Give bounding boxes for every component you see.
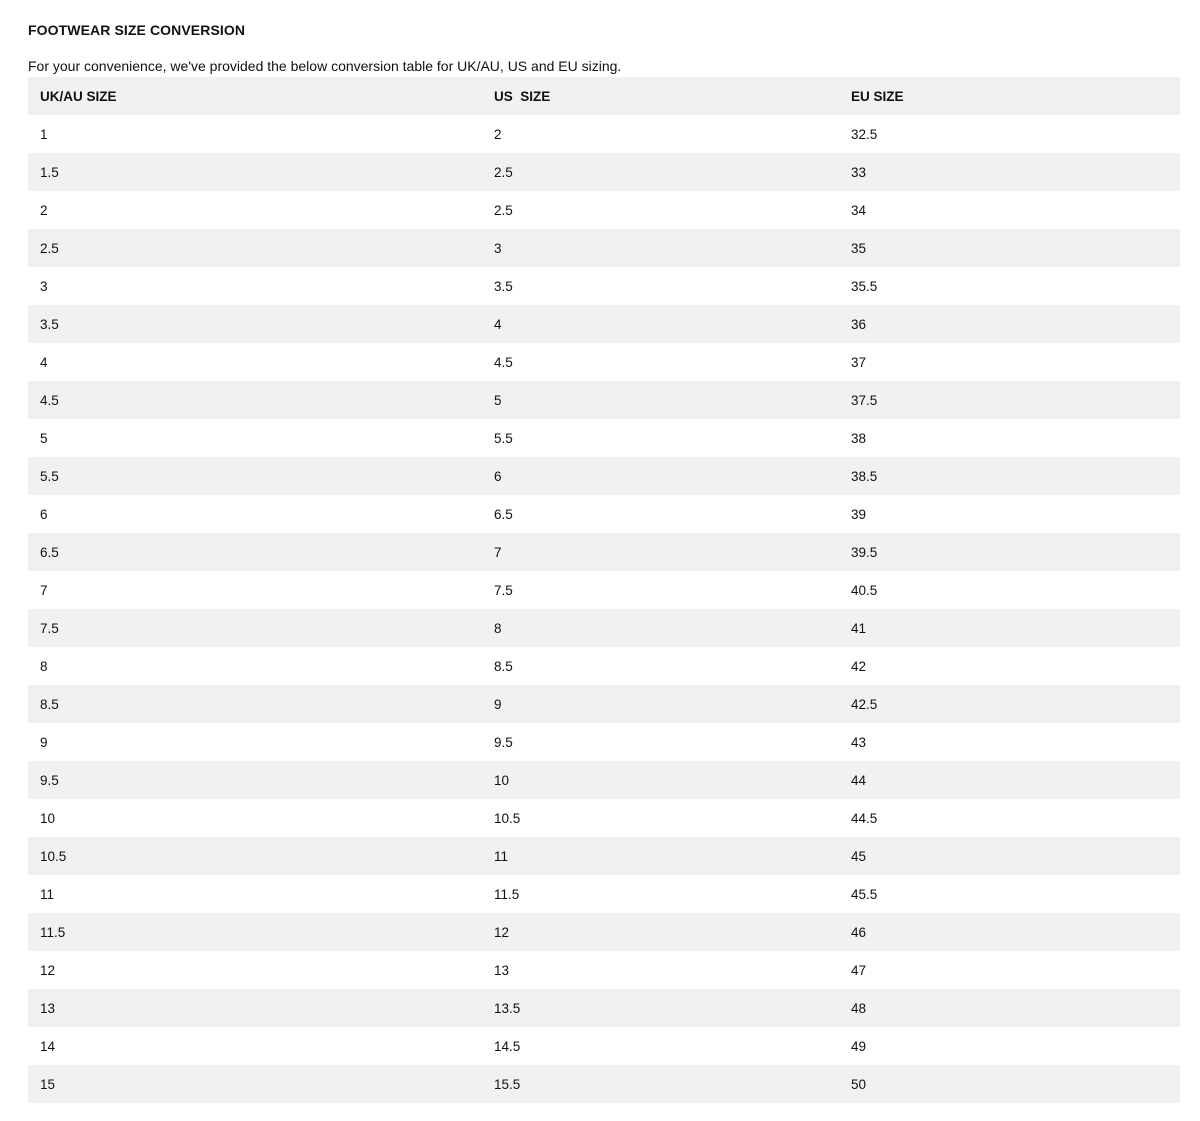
table-row	[28, 419, 1180, 457]
table-row	[28, 837, 1180, 875]
cell-eu-size: 37.5	[839, 381, 1180, 419]
table-row	[28, 495, 1180, 533]
cell-eu-size: 44.5	[839, 799, 1180, 837]
cell-eu-size: 41	[839, 609, 1180, 647]
header-us-size: US SIZE	[482, 77, 839, 115]
cell-eu-size: 45.5	[839, 875, 1180, 913]
cell-eu-size: 32.5	[839, 115, 1180, 153]
cell-uk-au-size: 7	[28, 571, 482, 609]
table-row	[28, 723, 1180, 761]
cell-uk-au-size: 14	[28, 1027, 482, 1065]
cell-us-size: 11.5	[482, 875, 839, 913]
cell-uk-au-size: 9	[28, 723, 482, 761]
cell-uk-au-size: 4.5	[28, 381, 482, 419]
table-row	[28, 267, 1180, 305]
cell-eu-size: 49	[839, 1027, 1180, 1065]
table-row	[28, 875, 1180, 913]
cell-us-size: 7.5	[482, 571, 839, 609]
table-row	[28, 457, 1180, 495]
table-row	[28, 951, 1180, 989]
cell-us-size: 5	[482, 381, 839, 419]
table-row	[28, 343, 1180, 381]
cell-uk-au-size: 6.5	[28, 533, 482, 571]
cell-us-size: 15.5	[482, 1065, 839, 1103]
table-body	[28, 115, 1180, 1103]
table-row	[28, 1065, 1180, 1103]
table-row	[28, 647, 1180, 685]
cell-eu-size: 43	[839, 723, 1180, 761]
cell-uk-au-size: 5	[28, 419, 482, 457]
cell-us-size: 5.5	[482, 419, 839, 457]
cell-uk-au-size: 6	[28, 495, 482, 533]
cell-us-size: 10	[482, 761, 839, 799]
cell-us-size: 4	[482, 305, 839, 343]
cell-us-size: 2	[482, 115, 839, 153]
table-row	[28, 609, 1180, 647]
cell-us-size: 3.5	[482, 267, 839, 305]
cell-us-size: 6.5	[482, 495, 839, 533]
cell-uk-au-size: 1.5	[28, 153, 482, 191]
cell-eu-size: 37	[839, 343, 1180, 381]
table-row	[28, 685, 1180, 723]
table-row	[28, 229, 1180, 267]
cell-eu-size: 47	[839, 951, 1180, 989]
table-row	[28, 191, 1180, 229]
table-row	[28, 533, 1180, 571]
header-uk-au-size: UK/AU SIZE	[28, 77, 482, 115]
cell-eu-size: 35	[839, 229, 1180, 267]
cell-us-size: 7	[482, 533, 839, 571]
cell-uk-au-size: 12	[28, 951, 482, 989]
header-eu-size: EU SIZE	[839, 77, 1180, 115]
table-row	[28, 913, 1180, 951]
cell-uk-au-size: 8	[28, 647, 482, 685]
cell-uk-au-size: 10	[28, 799, 482, 837]
cell-eu-size: 39.5	[839, 533, 1180, 571]
cell-eu-size: 42.5	[839, 685, 1180, 723]
cell-uk-au-size: 11	[28, 875, 482, 913]
cell-uk-au-size: 9.5	[28, 761, 482, 799]
cell-us-size: 11	[482, 837, 839, 875]
cell-eu-size: 48	[839, 989, 1180, 1027]
cell-us-size: 3	[482, 229, 839, 267]
cell-us-size: 13.5	[482, 989, 839, 1027]
cell-uk-au-size: 15	[28, 1065, 482, 1103]
table-row	[28, 571, 1180, 609]
cell-eu-size: 42	[839, 647, 1180, 685]
cell-uk-au-size: 8.5	[28, 685, 482, 723]
table-row	[28, 381, 1180, 419]
cell-eu-size: 34	[839, 191, 1180, 229]
table-row	[28, 115, 1180, 153]
table-header-row	[28, 77, 1180, 115]
cell-us-size: 9	[482, 685, 839, 723]
cell-uk-au-size: 5.5	[28, 457, 482, 495]
cell-eu-size: 44	[839, 761, 1180, 799]
cell-us-size: 9.5	[482, 723, 839, 761]
cell-uk-au-size: 13	[28, 989, 482, 1027]
cell-us-size: 2.5	[482, 153, 839, 191]
cell-eu-size: 40.5	[839, 571, 1180, 609]
cell-uk-au-size: 11.5	[28, 913, 482, 951]
table-row	[28, 1027, 1180, 1065]
cell-us-size: 13	[482, 951, 839, 989]
cell-uk-au-size: 10.5	[28, 837, 482, 875]
size-conversion-table	[28, 77, 1180, 1103]
cell-uk-au-size: 4	[28, 343, 482, 381]
cell-us-size: 12	[482, 913, 839, 951]
cell-eu-size: 39	[839, 495, 1180, 533]
cell-us-size: 4.5	[482, 343, 839, 381]
cell-uk-au-size: 7.5	[28, 609, 482, 647]
cell-uk-au-size: 2.5	[28, 229, 482, 267]
table-row	[28, 761, 1180, 799]
cell-uk-au-size: 2	[28, 191, 482, 229]
cell-eu-size: 35.5	[839, 267, 1180, 305]
cell-uk-au-size: 1	[28, 115, 482, 153]
table-row	[28, 799, 1180, 837]
cell-uk-au-size: 3	[28, 267, 482, 305]
table-row	[28, 153, 1180, 191]
cell-us-size: 8	[482, 609, 839, 647]
cell-eu-size: 38	[839, 419, 1180, 457]
cell-eu-size: 50	[839, 1065, 1180, 1103]
table-row	[28, 305, 1180, 343]
cell-us-size: 10.5	[482, 799, 839, 837]
page-title: FOOTWEAR SIZE CONVERSION	[28, 22, 246, 38]
cell-eu-size: 45	[839, 837, 1180, 875]
cell-us-size: 14.5	[482, 1027, 839, 1065]
cell-eu-size: 36	[839, 305, 1180, 343]
cell-us-size: 8.5	[482, 647, 839, 685]
table-row	[28, 989, 1180, 1027]
intro-text: For your convenience, we've provided the below conversion table for UK/AU, US and EU sizing.	[28, 58, 622, 74]
cell-us-size: 2.5	[482, 191, 839, 229]
cell-eu-size: 38.5	[839, 457, 1180, 495]
cell-us-size: 6	[482, 457, 839, 495]
cell-uk-au-size: 3.5	[28, 305, 482, 343]
cell-eu-size: 33	[839, 153, 1180, 191]
cell-eu-size: 46	[839, 913, 1180, 951]
